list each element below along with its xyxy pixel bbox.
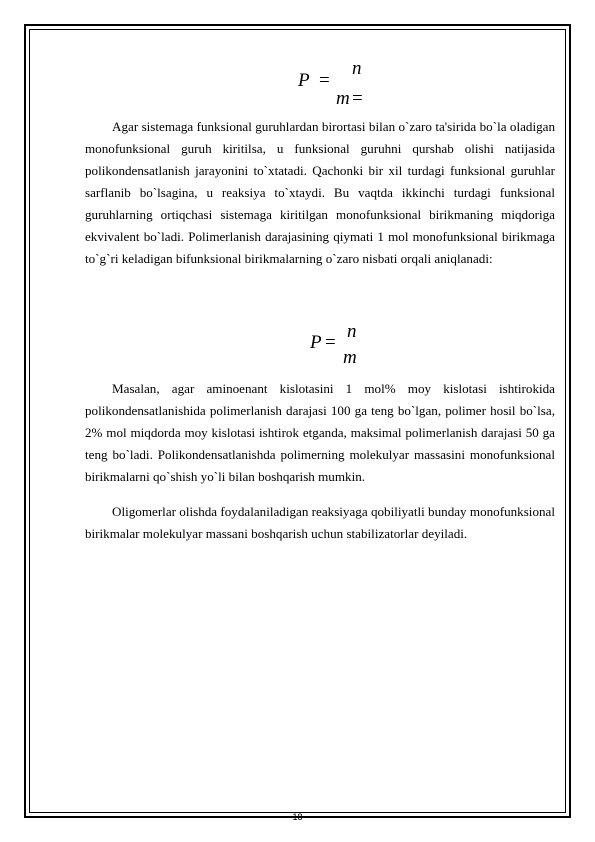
paragraph-2: Masalan, agar aminoenant kislotasini 1 mol% moy kislotasi ishtirokida polikondensatlanishida polimerlanish darajasi 100 ga teng bo`lgan, polimer hosil bo`lsa, 2% mol miqdorda moy kislotasi ishtirok etganda, maksimal polimerlanish darajasi 50 ga teng bo`ladi. Polikondensatlanishda polimerning molekulyar massasini monofunksional birikmalarni qo`shish yo`li bilan boshqarish mumkin. bbox=[85, 381, 555, 484]
paragraph-3: Oligomerlar olishda foydalaniladigan reaksiyaga qobiliyatli bunday monofunksional birikmalar molekulyar massani boshqarish uchun stabilizatorlar deyiladi. bbox=[85, 504, 555, 541]
formula-1-equals: = bbox=[319, 70, 330, 91]
formula-2-denominator: m bbox=[343, 347, 357, 368]
formula-1-lhs: P bbox=[298, 70, 310, 91]
page-number: 18 bbox=[292, 812, 303, 822]
formula-1-numerator: n bbox=[352, 58, 362, 79]
formula-1-denominator-tail: = bbox=[352, 88, 363, 109]
formula-2-equals: = bbox=[325, 332, 336, 353]
paragraph-1: Agar sistemaga funksional guruhlardan birortasi bilan o`zaro ta'sirida bo`la oladigan monofunksional guruh kiritilsa, u funksional guruhni qurshab olishi natijasida polikondensatlanish jarayonini to`xtatadi. Qachonki bir xil turdagi funksional guruhlar sarflanib bo`lsagina, u reaksiya to`xtaydi. Bu vaqtda ikkinchi turdagi funksional guruhlarning ortiqchasi sistemaga kiritilgan monofunksional birikmaning miqdoriga ekvivalent bo`ladi. Polimerlanish darajasining qiymati 1 mol monofunksional birikmaga to`g`ri keladigan bifunksional birikmalarning o`zaro nisbati orqali aniqlanadi: bbox=[85, 119, 555, 266]
formula-2-numerator: n bbox=[347, 321, 357, 342]
formula-1-denominator: m bbox=[336, 88, 350, 109]
formula-2-lhs: P bbox=[310, 332, 322, 353]
